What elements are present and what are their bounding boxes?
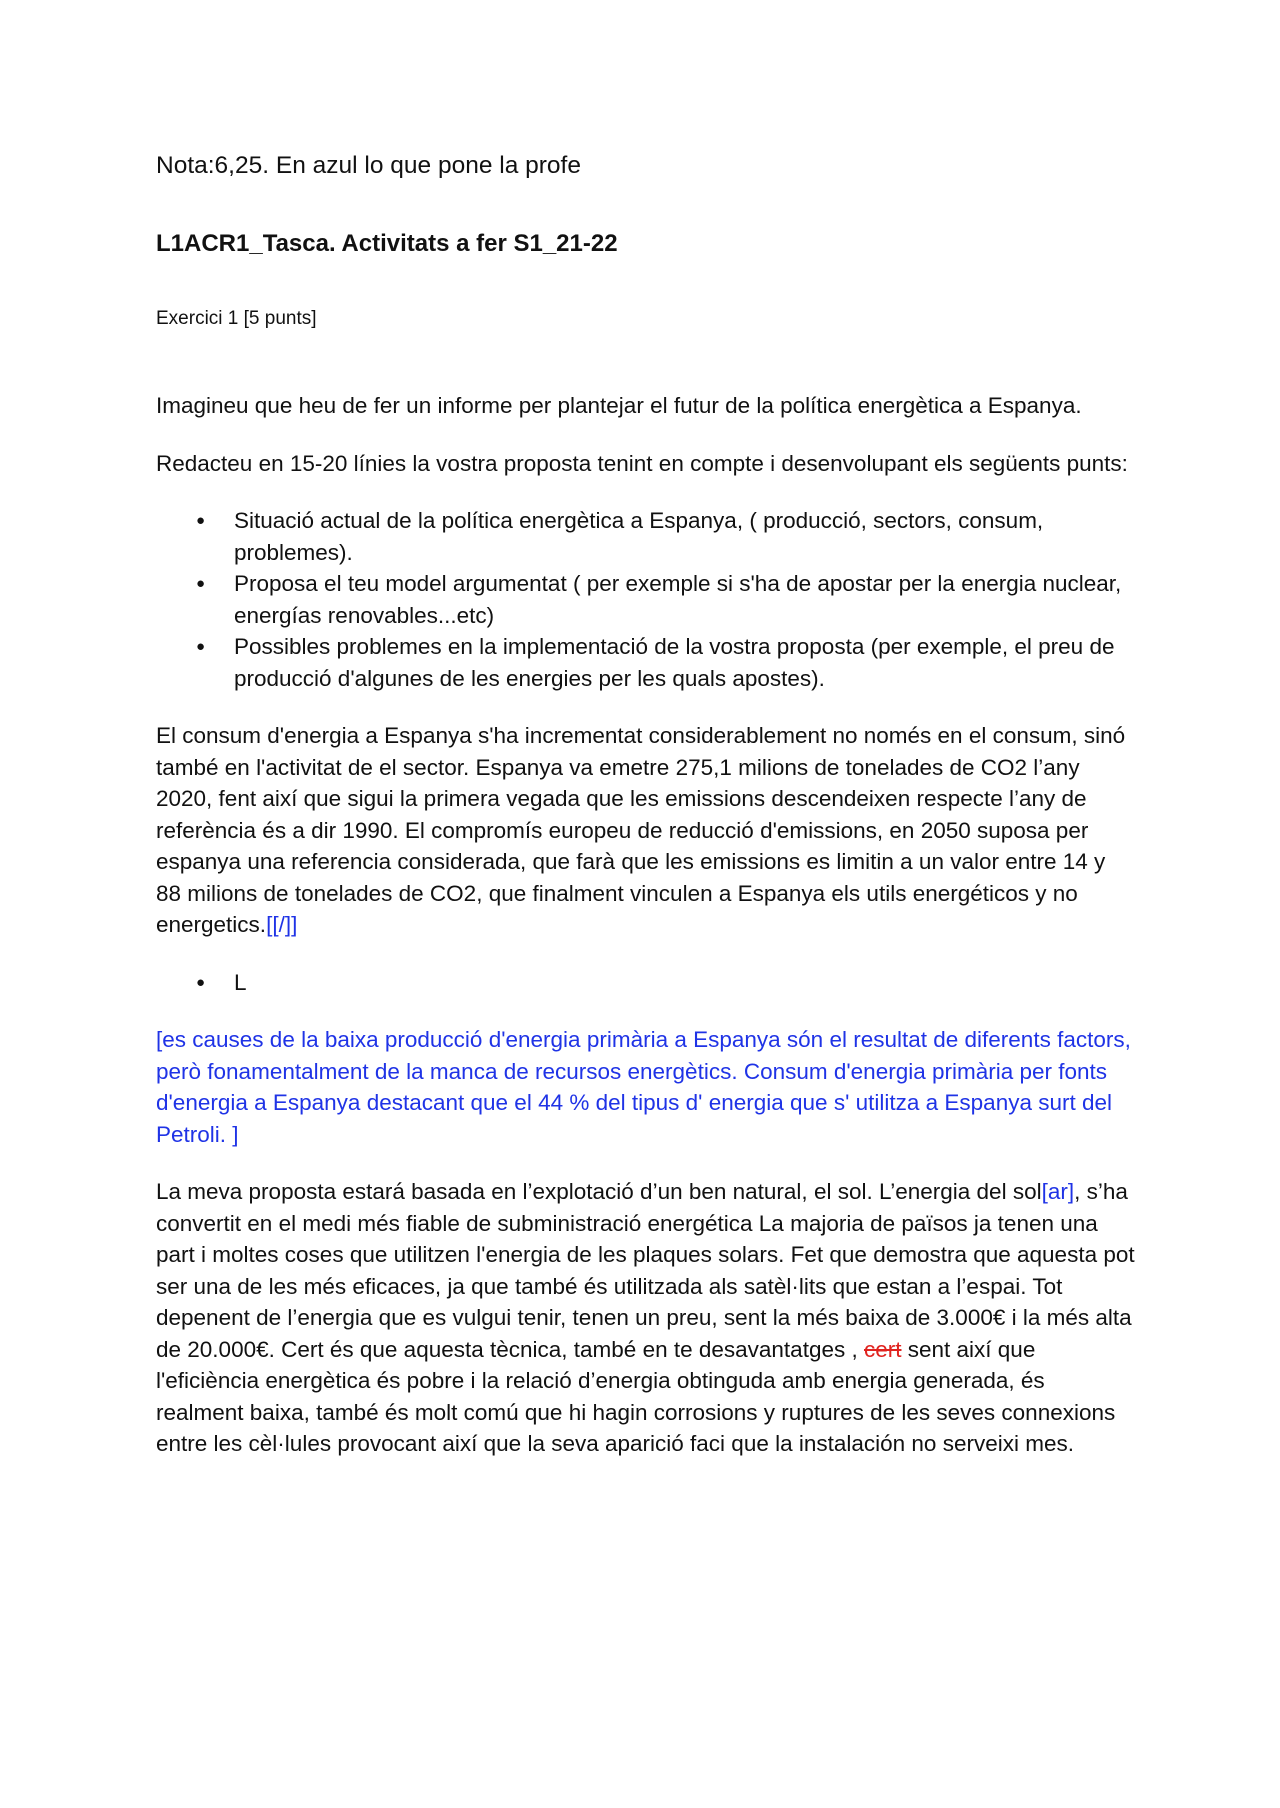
- single-bullet-list: [156, 967, 1136, 999]
- answer-paragraph-2-part-3: sent així que l'eficiència energètica és pobre i la relació d’energia obtinguda amb energia generada, és realment baixa, també és molt comú que hi hagin corrosions y ruptures de les seves connexions entre les cèl·lules provocant així que la seva aparició faci que la instalación no serveixi mes.: [156, 1336, 1116, 1456]
- list-item: ● L: [156, 967, 1136, 999]
- answer-paragraph-2: [156, 1176, 1136, 1460]
- grade-note: Nota:6,25. En azul lo que pone la profe: [156, 152, 581, 179]
- struck-word: cert: [863, 1336, 902, 1362]
- answer-paragraph-2-part-1: La meva proposta estará basada en l’explotació d’un ben natural, el sol. L’energia del sol: [156, 1179, 1042, 1204]
- list-item: ● Situació actual de la política energètica a Espanya, ( producció, sectors, consum, problemes).: [156, 505, 1136, 568]
- document-content: [156, 150, 1136, 1460]
- intro-paragraph-2: Redacteu en 15-20 línies la vostra proposta tenint en compte i desenvolupant els següents punts:: [156, 450, 1128, 476]
- document-title: L1ACR1_Tasca. Activitats a fer S1_21-22: [156, 230, 618, 257]
- intro-paragraph-1: Imagineu que heu de fer un informe per plantejar el futur de la política energètica a Espanya.: [156, 393, 1082, 418]
- list-item: ● Possibles problemes en la implementació de la vostra proposta (per exemple, el preu de producció d'algunes de les energies per les quals apostes).: [156, 631, 1136, 694]
- exercise-label: Exercici 1 [5 punts]: [156, 308, 317, 329]
- comment-marker[interactable]: [ar]: [1041, 1179, 1075, 1204]
- answer-paragraph-2-part-2: , s’ha convertit en el medi més fiable de subministració energética La majoria de països ja tenen una part i moltes coses que utilitzen l'energia de les plaques solars. Fet que demostra que aquesta pot ser una de les més eficaces, ja que també és utilitzada als satèl·lits que estan a l’espai. Tot depenent de l’energia que es vulgui tenir, tenen un preu, sent la més baixa de 3.000€ i la més alta de 20.000€. Cert és que aquesta tècnica, també en te desavantatges ,: [156, 1179, 1135, 1362]
- answer-paragraph-1: [156, 720, 1136, 941]
- answer-paragraph-1-text: El consum d'energia a Espanya s'ha incrementat considerablement no només en el consum, sinó també en l'activitat de el sector. Espanya va emetre 275,1 milions de tonelades de CO2 l’any 2020, fent així que sigui la primera vegada que les emissions descendeixen respecte l’any de referència és a dir 1990. El compromís europeu de reducció d'emissions, en 2050 suposa per espanya una referencia considerada, que farà que les emissions es limitin a un valor entre 14 y 88 milions de tonelades de CO2, que finalment vinculen a Espanya els utils energéticos y no energetics.: [156, 723, 1126, 937]
- list-item: ● Proposa el teu model argumentat ( per exemple si s'ha de apostar per la energia nuclear, energías renovables...etc): [156, 568, 1136, 631]
- comment-marker[interactable]: [[/]]: [266, 912, 298, 937]
- points-list: [156, 505, 1136, 694]
- teacher-comment: [es causes de la baixa producció d'energia primària a Espanya són el resultat de diferents factors, però fonamentalment de la manca de recursos energètics. Consum d'energia primària per fonts d'energia a Espanya destacant que el 44 % del tipus d' energia que s' utilitza a Espanya surt del Petroli. ]: [156, 1027, 1131, 1147]
